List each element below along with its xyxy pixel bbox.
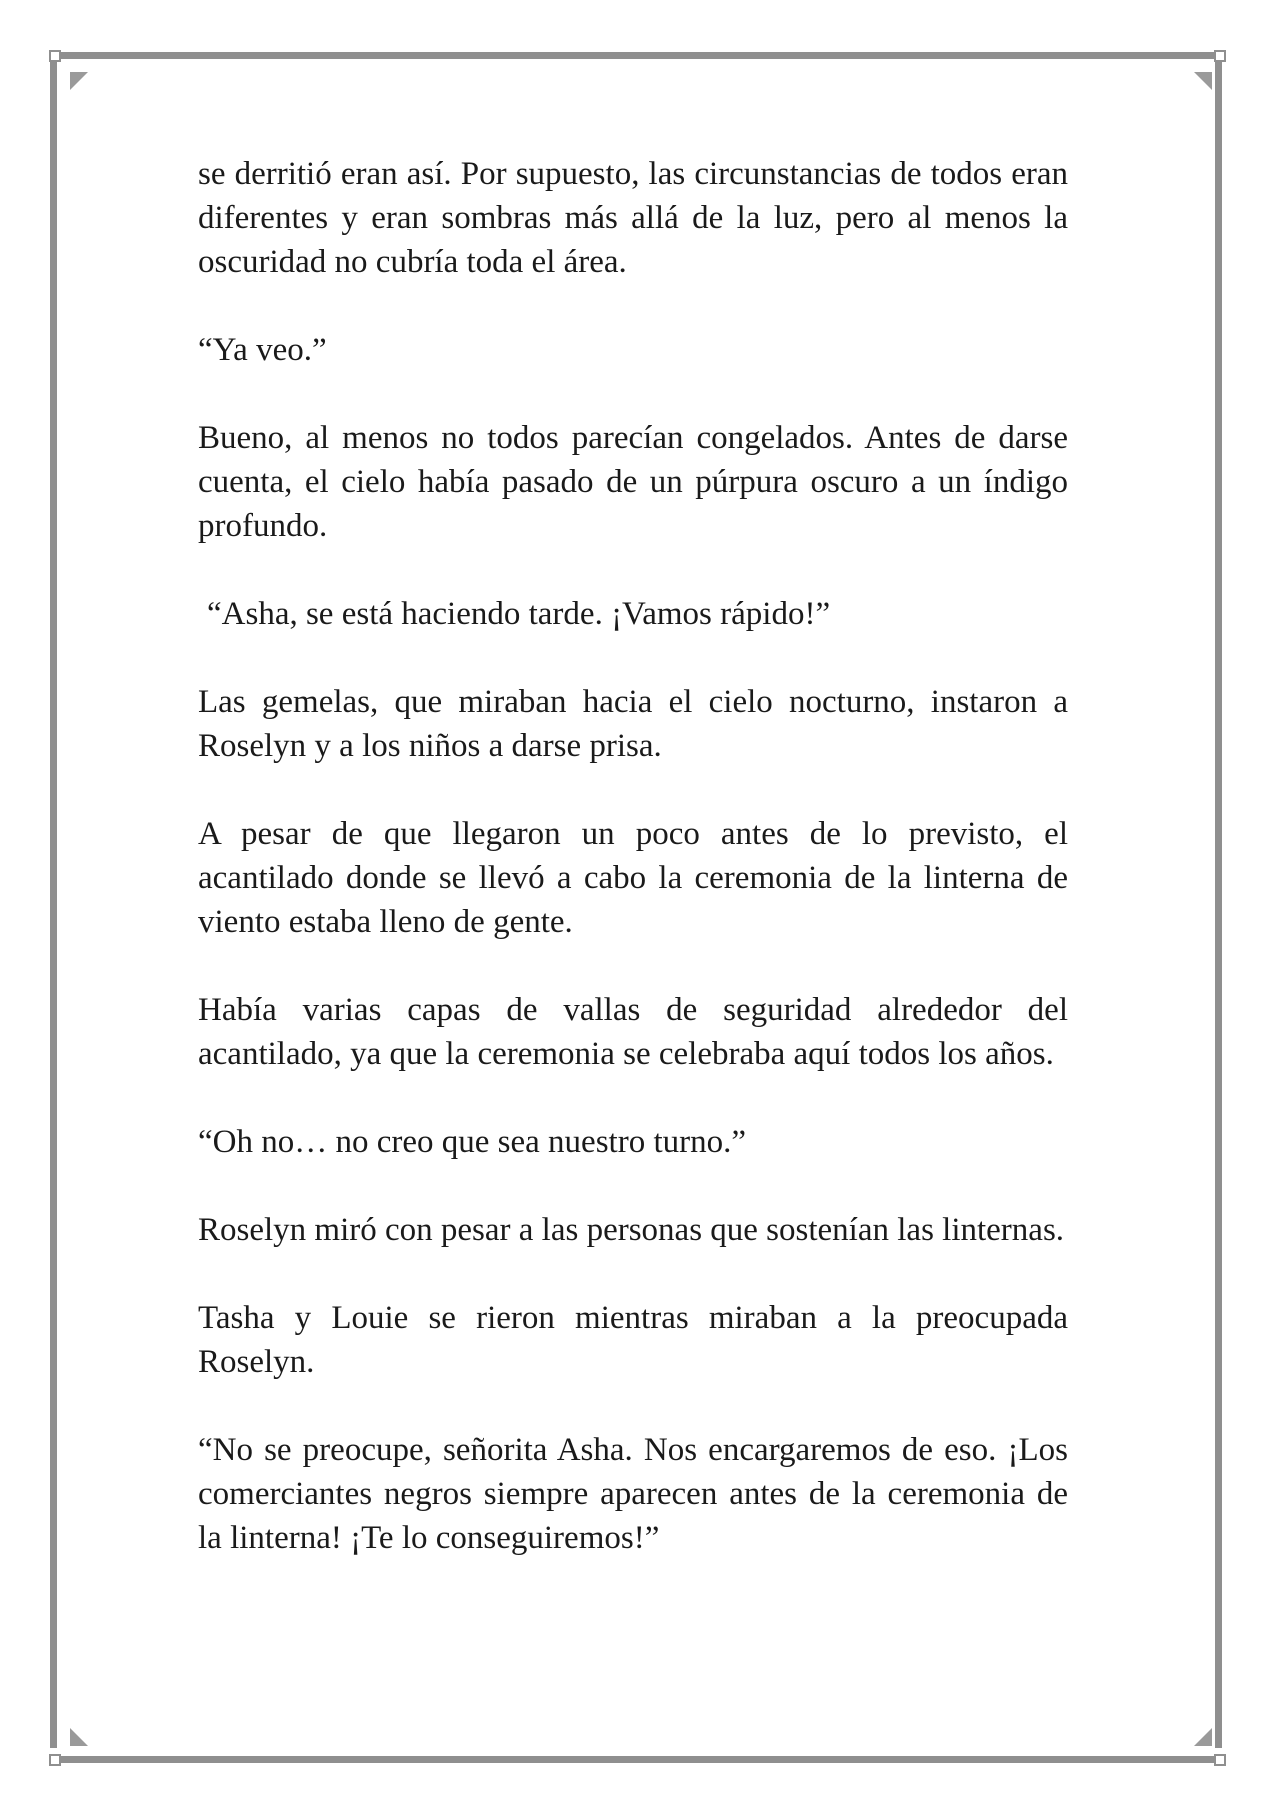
- paragraph-7: Tasha y Louie se rieron mientras miraban a la preocupada Roselyn.: [198, 1300, 1068, 1380]
- corner-triangle-top-left-icon: [70, 72, 88, 90]
- frame-border-top: [60, 52, 1222, 59]
- paragraph-8: “No se preocupe, señorita Asha. Nos encargaremos de eso. ¡Los comerciantes negros siempre aparecen antes de la ceremonia de la linterna! ¡Te lo conseguiremos!”: [198, 1432, 1068, 1556]
- frame-border-right: [1215, 62, 1222, 1748]
- paragraph-3: Las gemelas, que miraban hacia el cielo nocturno, instaron a Roselyn y a los niños a darse prisa.: [198, 684, 1068, 764]
- page-body: [198, 152, 1068, 1604]
- corner-triangle-bottom-left-icon: [70, 1728, 88, 1746]
- paragraph-5: Había varias capas de vallas de seguridad alrededor del acantilado, ya que la ceremonia se celebraba aquí todos los años.: [198, 992, 1068, 1072]
- paragraph-1: se derritió eran así. Por supuesto, las circunstancias de todos eran diferentes y eran sombras más allá de la luz, pero al menos la oscuridad no cubría toda el área.: [198, 156, 1068, 280]
- dialog-line-2: “Asha, se está haciendo tarde. ¡Vamos rápido!”: [207, 596, 831, 632]
- frame-corner-top-left: [49, 50, 61, 62]
- dialog-line-1: “Ya veo.”: [198, 332, 327, 368]
- paragraph-2: Bueno, al menos no todos parecían congelados. Antes de darse cuenta, el cielo había pasado de un púrpura oscuro a un índigo profundo.: [198, 420, 1068, 544]
- paragraph-4: A pesar de que llegaron un poco antes de lo previsto, el acantilado donde se llevó a cabo la ceremonia de la linterna de viento estaba lleno de gente.: [198, 816, 1068, 940]
- corner-triangle-bottom-right-icon: [1194, 1728, 1212, 1746]
- frame-corner-bottom-left: [49, 1754, 61, 1766]
- frame-corner-top-right: [1214, 50, 1226, 62]
- paragraph-6: Roselyn miró con pesar a las personas que sostenían las linternas.: [198, 1212, 1065, 1248]
- frame-corner-bottom-right: [1214, 1754, 1226, 1766]
- frame-border-left: [50, 62, 57, 1748]
- corner-triangle-top-right-icon: [1194, 72, 1212, 90]
- dialog-line-3: “Oh no… no creo que sea nuestro turno.”: [198, 1124, 746, 1160]
- frame-border-bottom: [60, 1756, 1222, 1763]
